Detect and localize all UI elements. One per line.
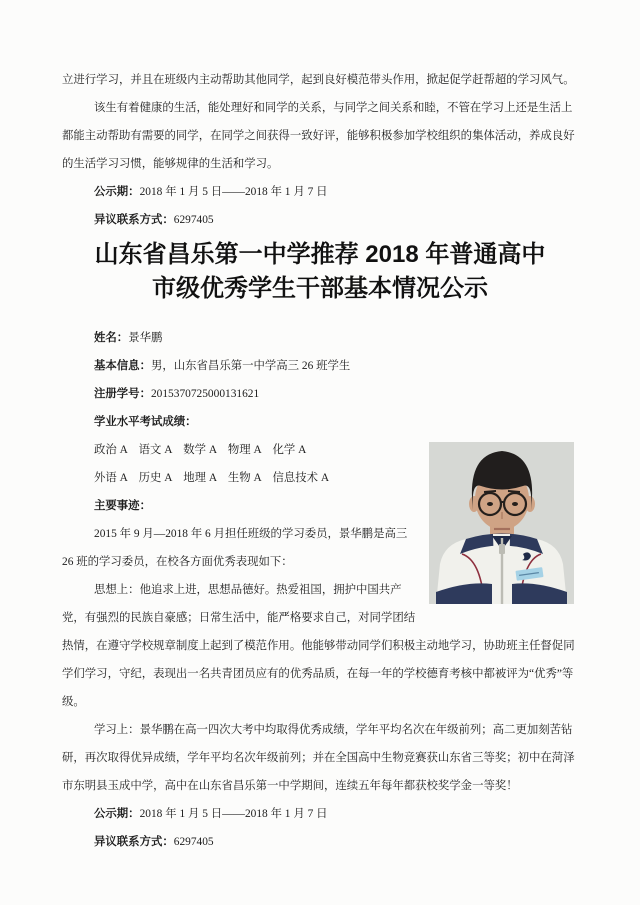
objection-contact-label-bottom: 异议联系方式：	[94, 836, 174, 848]
basic-info-value: 男，山东省昌乐第一中学高三 26 班学生	[150, 360, 351, 372]
academic-exam-label-line	[62, 408, 578, 436]
objection-contact-value: 6297405	[173, 214, 214, 226]
zipper-pull	[499, 544, 505, 554]
main-deeds-label: 主要事迹：	[94, 500, 151, 512]
objection-contact-label: 异议联系方式：	[94, 214, 174, 226]
publicity-period-line-bottom	[62, 800, 578, 828]
title-line-1: 山东省昌乐第一中学推荐 2018 年普通高中	[94, 241, 546, 268]
eyebrow-right	[508, 491, 520, 492]
deeds-paragraph-3: 学习上：景华鹏在高一四次大考中均取得优秀成绩，学年平均名次在年级前列；高二更加刻苦钻研，再次取得优异成绩，学年平均名次年级前列；并在全国高中生物竞赛获山东省三等奖；初中在菏泽市东明县玉成中学，高中在山东省昌乐第一中学期间，连续五年每年都获校奖学金一等奖！	[62, 724, 575, 792]
basic-info-line	[62, 352, 578, 380]
document-title	[62, 238, 578, 306]
deeds-paragraph-1: 2015 年 9 月—2018 年 6 月担任班级的学习委员，景华鹏是高三 26 班的学习委员，在校各方面优秀表现如下：	[62, 528, 408, 568]
footer-section	[62, 800, 578, 856]
registration-number-value: 2015370725000131621	[150, 388, 260, 400]
profile-section	[62, 324, 578, 436]
eye-right	[512, 502, 518, 506]
student-portrait-svg	[429, 442, 574, 604]
grades-row-2: 外语 A 历史 A 地理 A 生物 A 信息技术 A	[94, 472, 330, 484]
objection-contact-line-bottom	[62, 828, 578, 856]
grades-row-1: 政治 A 语文 A 数学 A 物理 A 化学 A	[94, 444, 307, 456]
eyebrow-left	[484, 491, 496, 492]
registration-number-line	[62, 380, 578, 408]
name-line	[62, 324, 578, 352]
title-line-2: 市级优秀学生干部基本情况公示	[152, 275, 488, 302]
conduct-paragraph: 该生有着健康的生活，能处理好和同学的关系，与同学之间关系和睦，不管在学习上还是生活上都能主动帮助有需要的同学，在同学之间获得一致好评，能够积极参加学校组织的集体活动，养成良好的生活学习习惯，能够规律的生活和学习。	[62, 102, 575, 170]
publicity-period-label: 公示期：	[94, 186, 140, 198]
eye-left	[487, 502, 493, 506]
deeds-paragraph-2: 思想上：他追求上进，思想品德好。热爱祖国，拥护中国共产党，有强烈的民族自豪感；日常生活中，能严格要求自己，对同学团结热情，在遵守学校规章制度上起到了模范作用。他能够带动同学们积极主动地学习，协助班主任督促同学们学习，守纪，表现出一名共青团员应有的优秀品质，在每一年的学校德育考核中都被评为“优秀”等级。	[62, 584, 575, 708]
registration-number-label: 注册学号：	[94, 388, 151, 400]
name-value: 景华鹏	[128, 332, 163, 344]
name-label: 姓名：	[94, 332, 129, 344]
basic-info-label: 基本信息：	[94, 360, 151, 372]
publicity-period-value: 2018 年 1 月 5 日——2018 年 1 月 7 日	[139, 186, 328, 198]
publicity-period-label-bottom: 公示期：	[94, 808, 140, 820]
student-photo	[429, 442, 574, 604]
publicity-period-value-bottom: 2018 年 1 月 5 日——2018 年 1 月 7 日	[139, 808, 328, 820]
continuation-paragraph: 立进行学习，并且在班级内主动帮助其他同学，起到良好模范带头作用，掀起促学赶帮超的学习风气。	[62, 74, 575, 86]
objection-contact-value-bottom: 6297405	[173, 836, 214, 848]
academic-exam-label: 学业水平考试成绩：	[94, 416, 197, 428]
publicity-period-line-top	[62, 178, 578, 206]
deeds-section	[62, 436, 578, 800]
objection-contact-line-top	[62, 206, 578, 234]
